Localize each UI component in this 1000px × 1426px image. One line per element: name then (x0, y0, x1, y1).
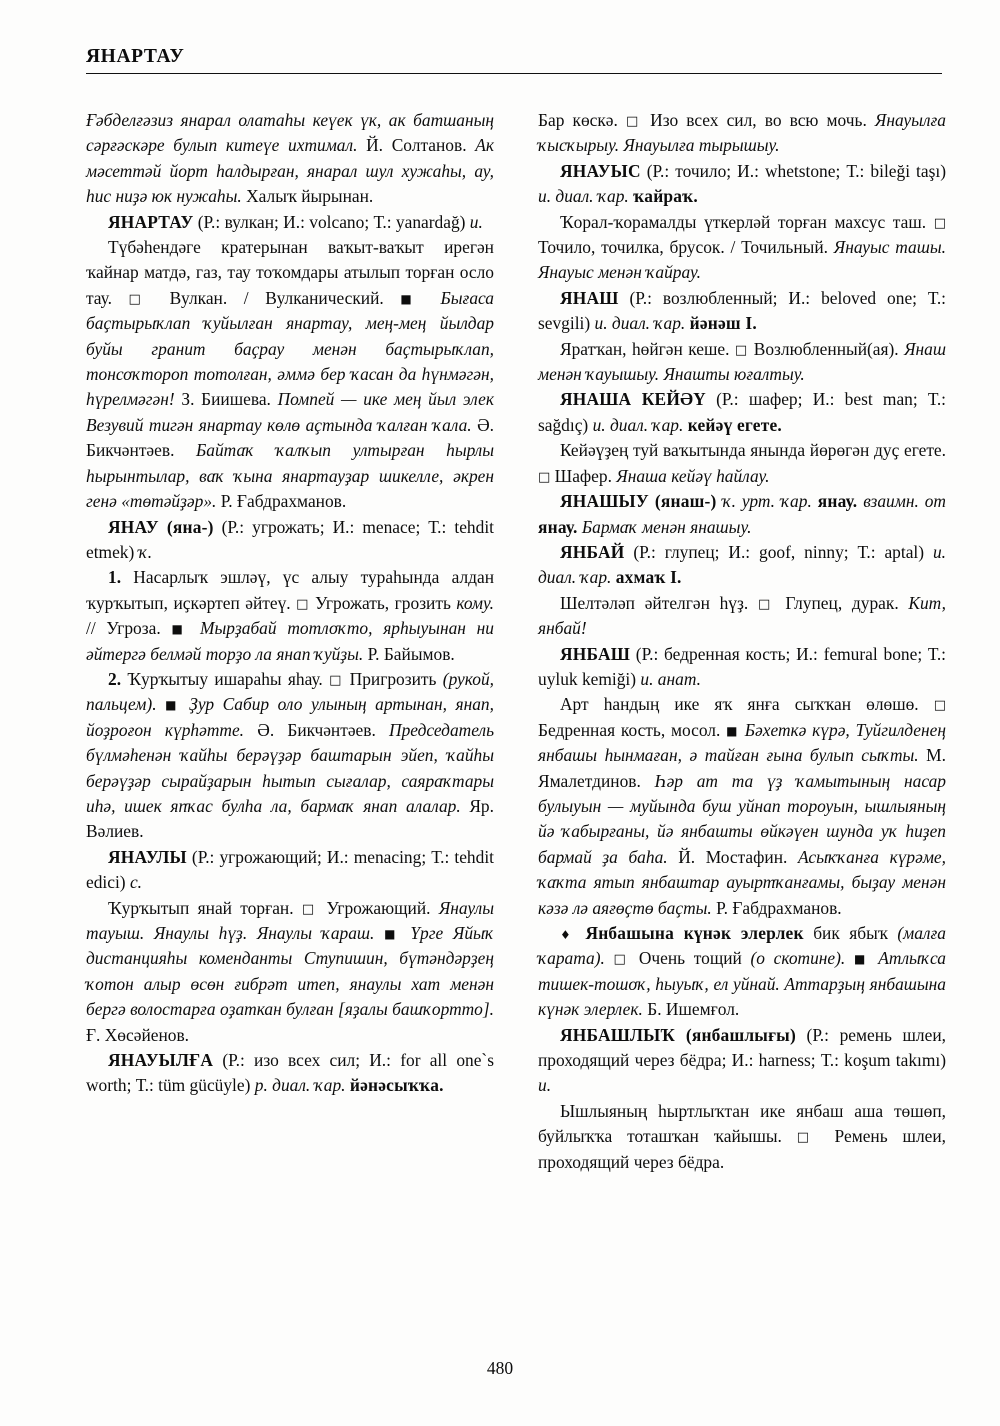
entry-block-citation-continuation: Ғәбделғәзиз янарал олатаһы кеүек үк, ак батшаның сәрғәскәре булып китеүе ихтимал. Й. Солтанов. Ак мәсеттәй йорт һалдырған, янарал шул хужаһы, ау, һис ниҙә юк нужаһы. Халыҡ йырынан. (86, 110, 494, 207)
entry-block-headword-entry: ЯНАУЫС (Р.: точило; И.: whetstone; Т.: bileği taşı) и. диал. ҡар. ҡайраҡ. (538, 160, 946, 207)
entry-block-definition: Ҡурҡытып янай торған. □ Угрожающий. Янаулы тауыш. Янаулы һүҙ. Янаулы ҡараш. ■ Үрге Яйыҡ дистанцияһы коменданты Ступишин, бүтәндәрҙең ҡотон алыр өсөн ғибрәт итеп, янаулы хат менән бергә волостарға оҙаткан булған [яҙалы башҡортто]. Ғ. Хөсәйенов. (86, 897, 494, 1045)
entry-block-definition: Ышлыяның һыртлыҡтан ике янбаш аша төшөп, буйлыҡҡа тоташҡан ҡайышы. □ Ремень шлеи, проходящий через бёдра. (538, 1100, 946, 1172)
page-number: 480 (486, 1358, 514, 1378)
header-rule (86, 73, 942, 74)
entry-block-headword-entry: ЯНАУЛЫ (Р.: угрожающий; И.: menacing; Т.: tehdit edici) с. (86, 846, 494, 893)
entry-block-headword-entry: ЯНБАЙ (Р.: глупец; И.: goof, ninny; Т.: aptal) и. диал. ҡар. ахмаҡ I. (538, 541, 946, 588)
entry-block-headword-entry: ЯНАШ (Р.: возлюбленный; И.: beloved one; Т.: sevgili) и. диал. ҡар. йәнәш I. (538, 287, 946, 334)
entry-block-headword-entry: ЯНАУ (яна-) (Р.: угрожать; И.: menace; Т.: tehdit etmek) ҡ. (86, 516, 494, 562)
entry-block-sense: 1. Насарлыҡ эшләү, үс алыу тураһында алдан ҡурҡытып, иҫкәртеп әйтеү. □ Угрожать, грозить кому. // Угроза. ■ Мырҙабай тотлоҡто, ярһыуынан ни әйтергә белмәй торҙо ла янап ҡуйҙы. Р. Байымов. (86, 567, 494, 664)
entry-block-definition: Ҡорал-ҡорамалды үткерләй торған махсус таш. □ Точило, точилка, брусок. / Точильный. Янауыс ташы. Янауыс менән ҡайрау. (538, 211, 947, 283)
entry-block-headword-entry: ЯНАША КЕЙӘҮ (Р.: шафер; И.: best man; Т.: sağdıç) и. диал. ҡар. кейәү егете. (538, 389, 946, 435)
entry-block-headword-entry: ЯНБАШЛЫҠ (янбашлығы) (Р.: ремень шлеи, проходящий через бёдра; И.: harness; Т.: koşum takımı) и. (538, 1024, 946, 1096)
entry-block-definition: Түбәһендәге кратерынан ваҡыт-ваҡыт ирегән ҡайнар матдә, газ, тау тоҡомдары атылып торған осло тау. □ Вулкан. / Вулканический. ■ Бығаса баҫтырыҡлап ҡуйылған янартау, мең-мең йылдар буйы гранит баҫрау менән баҫтырыҡлап, тонсоҡтороп тотолған, әммә бер ҡасан да һүнмәгән, һүрелмәгән! З. Биишева. Помпей — ике мең йыл элек Везувий тигән янартау көлө аҫтында ҡалған ҡала. Ә. Бикчәнтәев. Байтаҡ ҡалҡып ултырған һырлы һырынтылар, ваҡ ҡына янартауҙар шикелле, әкрен генә «төтәйҙәр». Р. Ғабдрахманов. (86, 237, 495, 512)
entry-block-definition: Шелтәләп әйтелгән һүҙ. □ Глупец, дурак. Кит, янбай! (538, 592, 946, 639)
left-column (86, 108, 494, 1338)
entry-block-definition-continuation: Бар көскә. □ Изо всех сил, во всю мочь. Янауылға ҡысҡырыу. Янауылға тырышыу. (538, 110, 946, 156)
entry-block-definition: Кейәүҙең туй ваҡытында янында йөрөгән дуҫ егете. □ Шафер. Янаша кейәү һайлау. (538, 440, 946, 486)
entry-block-headword-entry: ЯНАРТАУ (Р.: вулкан; И.: volcano; Т.: yanardağ) и. (108, 211, 483, 232)
running-head-block (86, 46, 942, 74)
two-column-body (86, 108, 946, 1338)
entry-block-sense: 2. Ҡурҡытыу ишараһы яһау. □ Пригрозить (рукой, пальцем). ■ Ҙур Сабир оло улының артынан, янап, йоҙроғон күрһәтте. Ә. Бикчәнтәев. Председатель бүлмәһенән ҡайһы берәүҙәр баштарын эйеп, ҡайһы берәүҙәр сырайҙарын һытып сығалар, саяраҡтары иһә, ишек япҡас булһа ла, бармаҡ янап алалар. Яр. Вәлиев. (86, 668, 494, 842)
entry-block-idiom: ♦ Янбашына күнәк элерлек бик ябыҡ (малға ҡарата). □ Очень тощий (о скотине). ■ Атлыҡса тишек-тошоҡ, һыуыҡ, ел уйнай. Аттарҙың янбашына күнәк элерлек. Б. Ишемғол. (538, 923, 946, 1020)
entry-block-headword-entry: ЯНАШЫУ (янаш-) ҡ. урт. ҡар. янау. взаимн. от янау. Бармаҡ менән янашыу. (538, 491, 946, 537)
entry-block-headword-entry: ЯНАУЫЛҒА (Р.: изо всех сил; И.: for all one`s worth; Т.: tüm gücüyle) р. диал. ҡар. йәнәсыҡҡа. (86, 1050, 494, 1096)
running-head: ЯНАРТАУ (86, 46, 185, 67)
entry-block-definition: Яратҡан, һөйгән кеше. □ Возлюбленный(ая). Янаш менән ҡауышыу. Янашты юғалтыу. (538, 338, 946, 385)
entry-block-headword-entry: ЯНБАШ (Р.: бедренная кость; И.: femural bone; Т.: uyluk kemiği) и. анат. (538, 643, 946, 689)
entry-block-definition: Арт һандың ике яҡ янға сыҡҡан өлөшө. □ Бедренная кость, мосол. ■ Бәхеткә күрә, Туйгилденең янбашы һынмаған, ә тайған ғына булып сыҡты. М. Ямалетдинов. Һәр ат та үҙ ҡамытының насар булыуын — муйында буш уйнап тороуын, ышлыяның йә ҡабырғаны, йә янбашты өйкәүен шунда уҡ һиҙеп бармай ҙа баһа. Й. Мостафин. Асыҡҡанға күрәме, ҡаҡта ятып янбаштар ауыртҡанғамы, быҙау менән кәзә лә аяғөҫтө баҫты. Р. Ғабдрахманов. (538, 694, 947, 918)
right-column (538, 108, 946, 1338)
